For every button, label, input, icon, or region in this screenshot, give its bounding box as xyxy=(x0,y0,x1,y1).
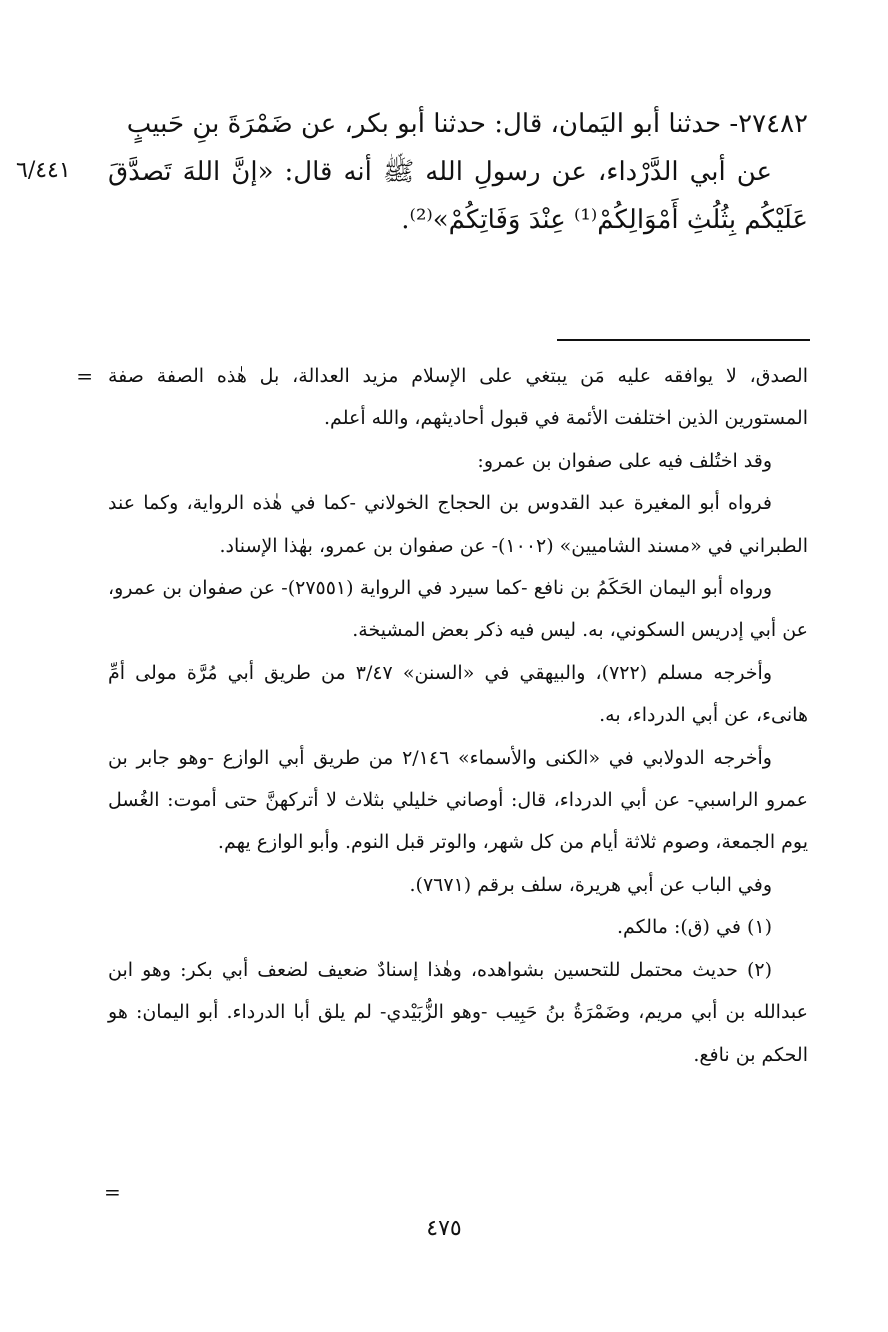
footnote-1: (١) في (ق): مالكم. xyxy=(617,916,772,939)
page-number: ٤٧٥ xyxy=(426,1216,462,1241)
note-paragraph: وقد اختُلف فيه على صفوان بن عمرو: xyxy=(477,449,772,472)
note-paragraph: وأخرجه الدولابي في «الكنى والأسماء» ٢/١٤٦ من طريق أبي الوازع -وهو جابر بن عمرو الراسبي- عن أبي الدرداء، قال: أوصاني خليلي بثلاث لا أتركهنَّ حتى أموت: الغُسل يوم الجمعة، وصوم ثلاثة أيام من كل شهر، والوتر قبل النوم. وأبو الوازع يهم. xyxy=(108,746,808,854)
hadith-chain-line: ٢٧٤٨٢- حدثنا أبو اليَمان، قال: حدثنا أبو بكر، عن ضَمْرَةَ بنِ حَبيبٍ xyxy=(126,109,808,139)
hadith-matn-line: عن أبي الدَّرْداء، عن رسولِ الله ﷺ أنه قال: «إنَّ اللهَ تَصدَّقَ عَلَيْكُم بِثُلُثِ أَمْوَالِكُمْ⁽¹⁾ عِنْدَ وَفَاتِكُمْ»⁽²⁾. xyxy=(108,157,808,235)
note-paragraph: الصدق، لا يوافقه عليه مَن يبتغي على الإسلام مزيد العدالة، بل هٰذه الصفة صفة المستورين الذين اختلفت الأئمة في قبول أحاديثهم، والله أعلم. xyxy=(108,365,808,430)
note-paragraph: ورواه أبو اليمان الحَكَمُ بن نافع -كما سيرد في الرواية (٢٧٥٥١)- عن صفوان بن عمرو، عن أبي إدريس السكوني، به. ليس فيه ذكر بعض المشيخة. xyxy=(108,577,808,642)
volume-page-reference: ٦/٤٤١ xyxy=(16,158,71,183)
note-paragraph: وفي الباب عن أبي هريرة، سلف برقم (٧٦٧١). xyxy=(409,873,772,896)
hadith-text xyxy=(108,100,808,244)
note-paragraph: فرواه أبو المغيرة عبد القدوس بن الحجاج الخولاني -كما في هٰذه الرواية، وكما عند الطبراني في «مسند الشاميين» (١٠٠٢)- عن صفوان بن عمرو، بهٰذا الإسناد. xyxy=(108,492,808,557)
continuation-mark-start: = xyxy=(76,364,93,388)
continuation-mark-end: = xyxy=(104,1180,121,1204)
note-paragraph: وأخرجه مسلم (٧٢٢)، والبيهقي في «السنن» ٣/٤٧ من طريق أبي مُرَّة مولى أمِّ هانىء، عن أبي الدرداء، به. xyxy=(108,661,808,727)
footnotes xyxy=(108,355,808,1076)
footnote-2: (٢) حديث محتمل للتحسين بشواهده، وهٰذا إسنادٌ ضعيف لضعف أبي بكر: وهو ابن عبدالله بن أبي مريم، وضَمْرَةُ بنُ حَبِيب -وهو الزُّبَيْدي- لم يلق أبا الدرداء. أبو اليمان: هو الحكم بن نافع. xyxy=(108,958,808,1066)
footnote-divider xyxy=(557,339,810,341)
